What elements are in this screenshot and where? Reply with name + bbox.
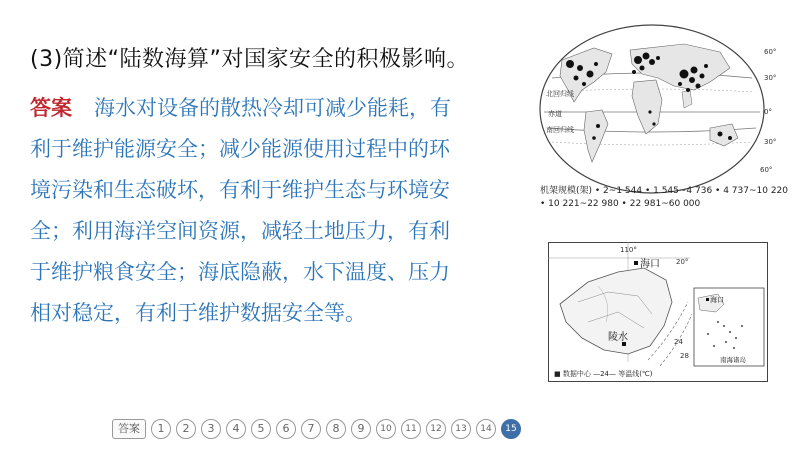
page-button-14[interactable]: 14: [476, 419, 496, 439]
tropic-of-capricorn-label: 南回归线: [546, 126, 574, 134]
city-label-haikou: 海口: [640, 259, 660, 270]
inset-label: 南海诸岛: [720, 356, 746, 364]
latitude-label: 20°: [676, 258, 689, 266]
lat-label: 60°: [764, 48, 777, 56]
answer-line-4: 全；利用海洋空间资源，减轻土地压力，有利: [30, 219, 450, 243]
lat-label: 30°: [764, 138, 777, 146]
tropic-of-cancer-label: 北回归线: [546, 90, 574, 98]
isotherm-label: 28: [680, 352, 689, 360]
page-button-5[interactable]: 5: [251, 419, 271, 439]
lat-label: 0°: [764, 108, 772, 116]
equator-label: 赤道: [548, 110, 562, 118]
longitude-label: 110°: [620, 246, 637, 254]
legend-line: 机架规模(架) • 2~1 544 • 1 545~4 736 • 4 737~10 220: [540, 186, 789, 196]
answer-line-3: 境污染和生态破坏，有利于维护生态与环境安: [30, 178, 450, 202]
answer-line-5: 于维护粮食安全；海底隐蔽，水下温度、压力: [30, 260, 450, 284]
answer-tag: 答案: [30, 96, 72, 120]
page-button-7[interactable]: 7: [301, 419, 321, 439]
answer-text: 海水对设备的散热冷却可减少能耗，有: [94, 96, 451, 120]
page-button-2[interactable]: 2: [176, 419, 196, 439]
world-map-legend: [540, 185, 790, 211]
world-data-center-map: [534, 20, 784, 198]
inset-city-label: 海口: [710, 296, 724, 304]
page-button-10[interactable]: 10: [376, 419, 396, 439]
data-center-marker: [634, 261, 638, 265]
lat-label: 60°: [760, 166, 773, 174]
page-button-8[interactable]: 8: [326, 419, 346, 439]
answer-line-2: 利于维护能源安全；减少能源使用过程中的环: [30, 137, 450, 161]
answer-nav-button[interactable]: 答案: [112, 419, 146, 439]
hainan-map: [548, 242, 768, 382]
page-button-4[interactable]: 4: [226, 419, 246, 439]
page-button-1[interactable]: 1: [151, 419, 171, 439]
page-button-3[interactable]: 3: [201, 419, 221, 439]
page-button-9[interactable]: 9: [351, 419, 371, 439]
city-label-lingshui: 陵水: [608, 332, 628, 343]
question-text: (3)简述“陆数海算”对国家安全的积极影响。: [30, 47, 469, 72]
page-button-15-active[interactable]: 15: [501, 419, 521, 439]
page-navigation: [112, 418, 521, 440]
lat-label: 30°: [764, 74, 777, 82]
page-button-13[interactable]: 13: [451, 419, 471, 439]
page-button-6[interactable]: 6: [276, 419, 296, 439]
page-button-11[interactable]: 11: [401, 419, 421, 439]
answer-block: [30, 88, 520, 334]
answer-line-6: 相对稳定，有利于维护数据安全等。: [30, 301, 366, 325]
isotherm-label: 24: [674, 338, 683, 346]
answer-line-1: [30, 88, 520, 129]
hainan-map-legend: ■ 数据中心 —24— 等温线(℃): [554, 370, 653, 378]
page-button-12[interactable]: 12: [426, 419, 446, 439]
legend-line: • 10 221~22 980 • 22 981~60 000: [540, 199, 701, 209]
